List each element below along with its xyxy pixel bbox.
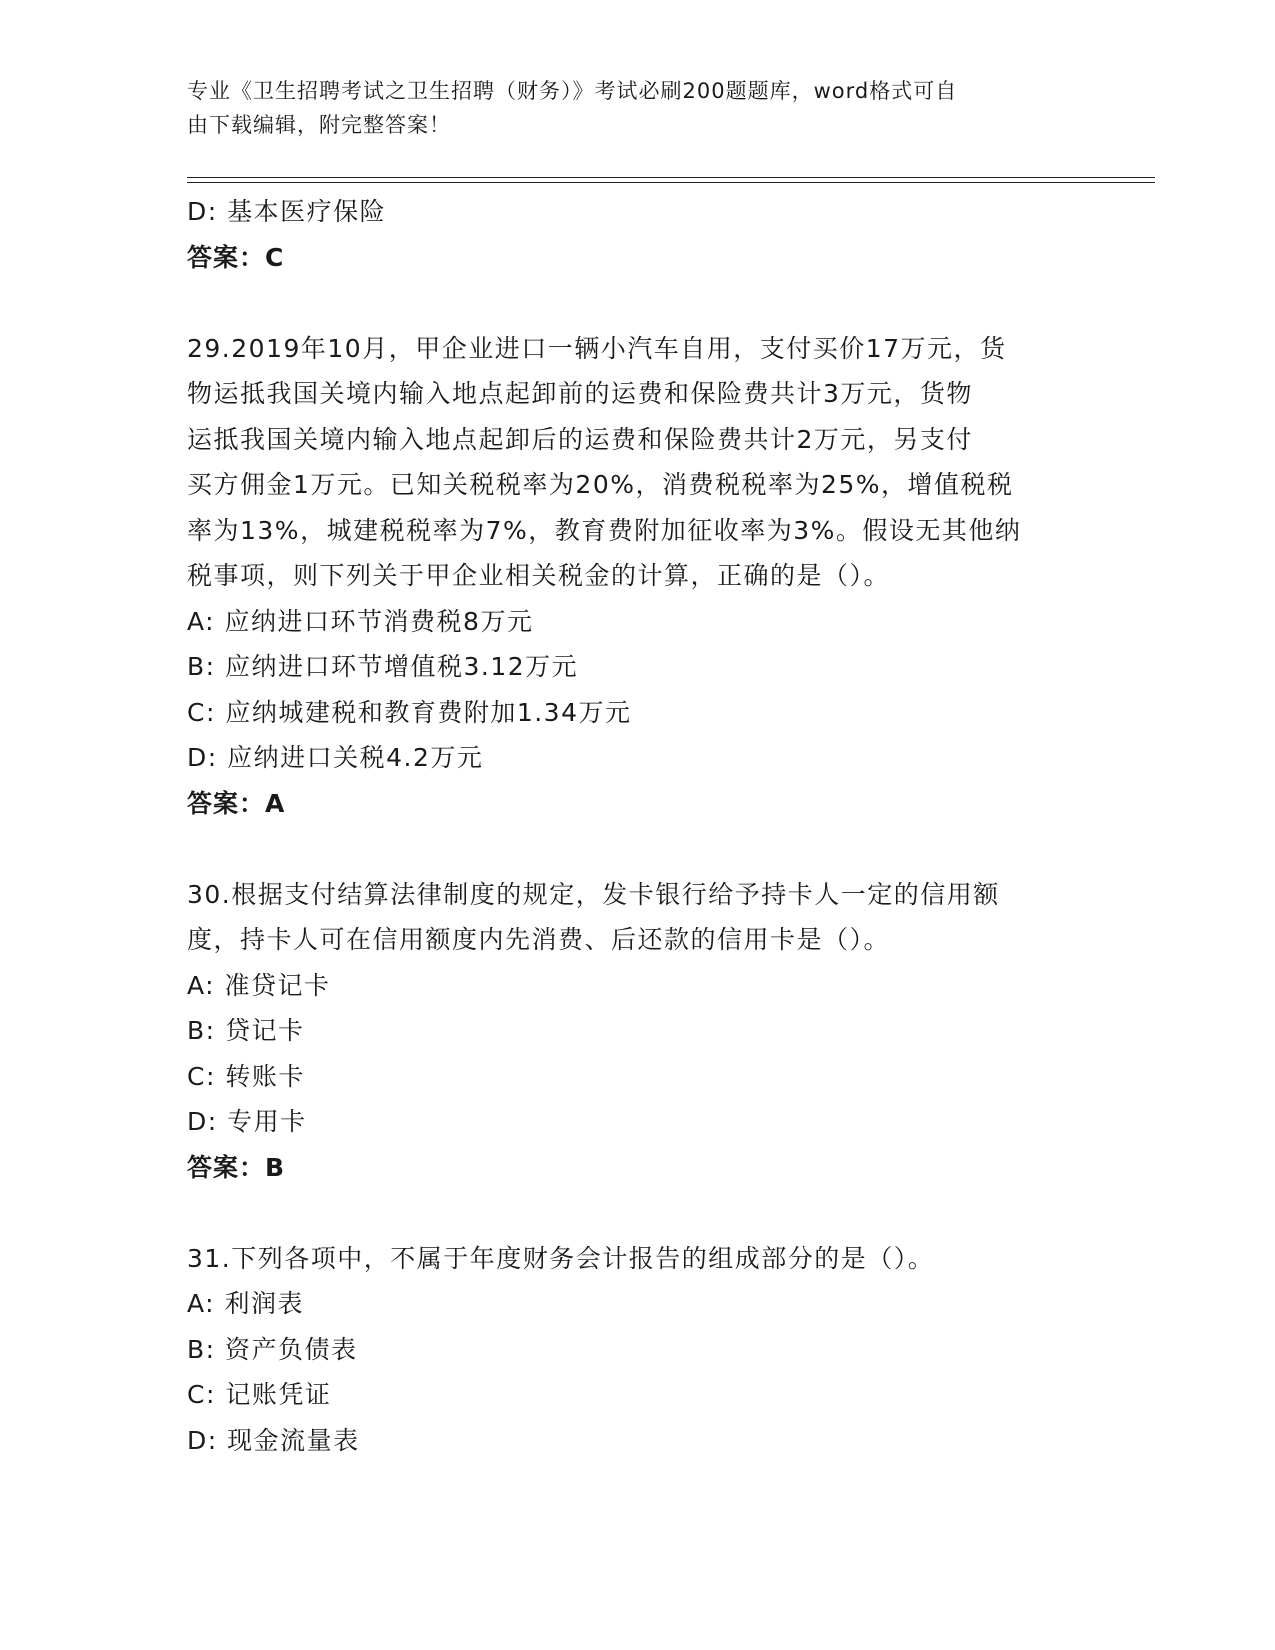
- question-30: [187, 872, 1077, 1191]
- stem-line: 物运抵我国关境内输入地点起卸前的运费和保险费共计3万元，货物: [187, 379, 973, 408]
- stem-line: 度，持卡人可在信用额度内先消费、后还款的信用卡是（）。: [187, 925, 891, 954]
- option-c: C: 应纳城建税和教育费附加1.34万元: [187, 697, 632, 727]
- previous-question-tail: [187, 189, 1077, 280]
- option-a: A: 应纳进口环节消费税8万元: [187, 606, 534, 636]
- page-header: [187, 74, 1067, 142]
- question-31: [187, 1236, 1077, 1464]
- option-a: A: 准贷记卡: [187, 970, 331, 1000]
- question-stem: [187, 1236, 1077, 1282]
- option-d: D: 现金流量表: [187, 1425, 360, 1455]
- header-line-2: 由下载编辑，附完整答案！: [187, 113, 451, 137]
- stem-line: 买方佣金1万元。已知关税税率为20%，消费税税率为25%，增值税税: [187, 470, 1014, 499]
- option-b: B: 贷记卡: [187, 1016, 305, 1045]
- question-stem: [187, 872, 1077, 963]
- stem-line: 运抵我国关境内输入地点起卸后的运费和保险费共计2万元，另支付: [187, 424, 973, 454]
- answer: 答案：C: [187, 242, 285, 272]
- header-line-1: 专业《卫生招聘考试之卫生招聘（财务）》考试必刷200题题库，word格式可自: [187, 79, 958, 103]
- stem-line: 税事项，则下列关于甲企业相关税金的计算，正确的是（）。: [187, 561, 891, 590]
- spacer: [187, 826, 1077, 872]
- option-c: C: 记账凭证: [187, 1380, 332, 1409]
- option-b: B: 资产负债表: [187, 1334, 358, 1364]
- option-a: A: 利润表: [187, 1289, 305, 1318]
- option-d: D: 基本医疗保险: [187, 197, 387, 226]
- question-stem: [187, 326, 1077, 599]
- stem-line: 30.根据支付结算法律制度的规定，发卡银行给予持卡人一定的信用额: [187, 879, 1000, 909]
- answer: 答案：B: [187, 1152, 286, 1182]
- spacer: [187, 280, 1077, 326]
- option-b: B: 应纳进口环节增值税3.12万元: [187, 652, 579, 681]
- question-29: [187, 326, 1077, 827]
- document-body: [187, 189, 1077, 1463]
- option-d: D: 专用卡: [187, 1107, 307, 1136]
- option-d: D: 应纳进口关税4.2万元: [187, 743, 484, 772]
- answer: 答案：A: [187, 788, 286, 818]
- spacer: [187, 1190, 1077, 1236]
- header-divider: [187, 177, 1155, 183]
- stem-line: 29.2019年10月，甲企业进口一辆小汽车自用，支付买价17万元，货: [187, 333, 1007, 363]
- stem-line: 率为13%，城建税税率为7%，教育费附加征收率为3%。假设无其他纳: [187, 515, 1022, 545]
- stem-line: 31.下列各项中，不属于年度财务会计报告的组成部分的是（）。: [187, 1243, 935, 1273]
- option-c: C: 转账卡: [187, 1061, 305, 1091]
